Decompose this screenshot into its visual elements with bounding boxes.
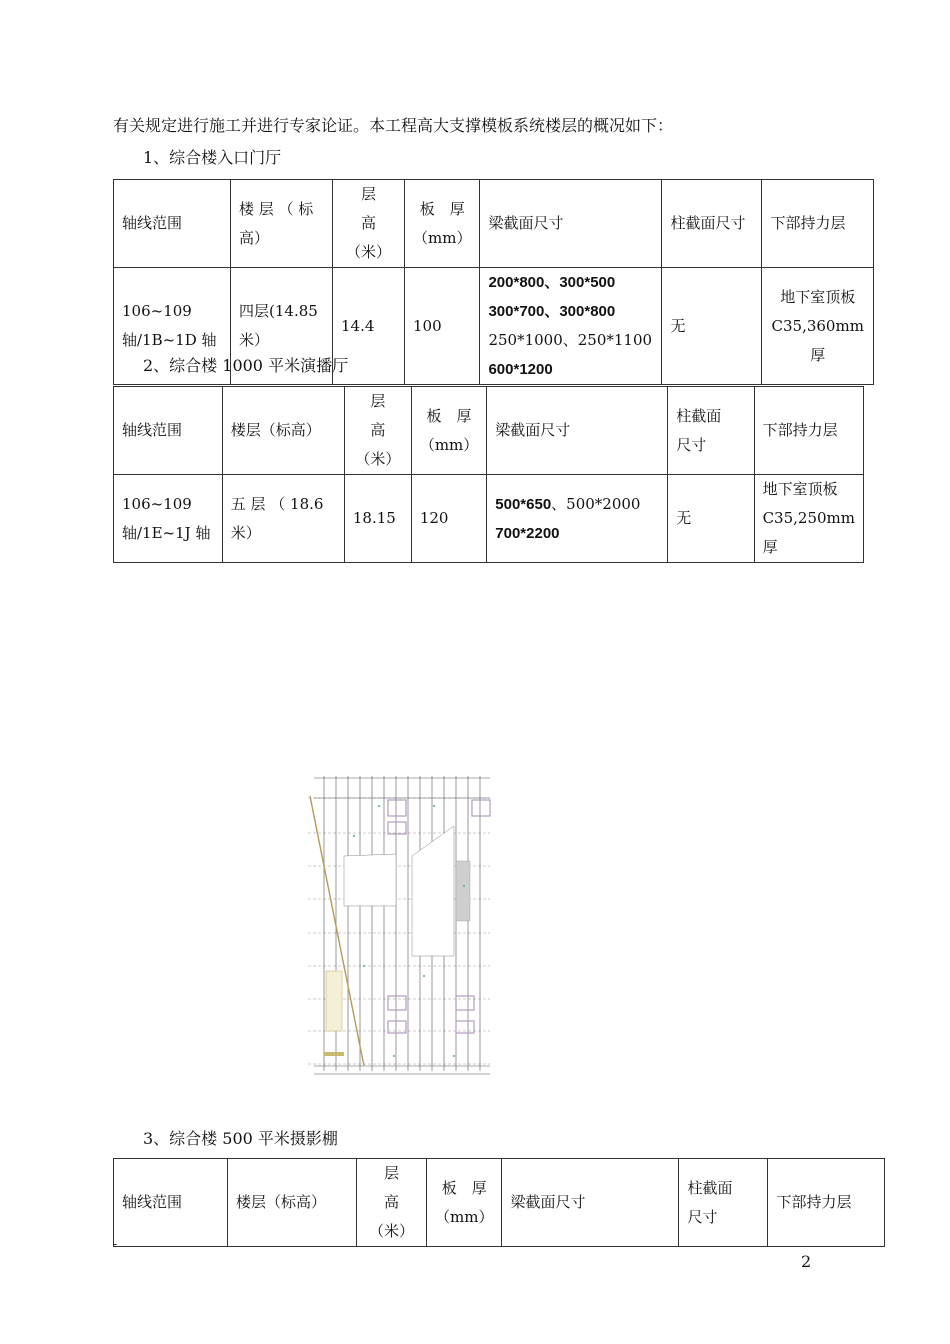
intro-paragraph: 有关规定进行施工并进行专家论证。本工程高大支撑模板系统楼层的概况如下： [113, 116, 674, 135]
cell-beams: 200*800、300*500 300*700、300*800 250*1000、250*1100 600*1200 [480, 268, 662, 385]
header-column: 柱截面 尺寸 [668, 387, 754, 475]
table-photo-studio [113, 1158, 885, 1247]
cell-column: 无 [668, 475, 754, 563]
cell-slab: 100 [405, 268, 480, 385]
floor-plan-drawing [304, 766, 494, 1080]
page-number: 2 [801, 1252, 812, 1271]
header-column: 柱截面 尺寸 [679, 1159, 768, 1247]
header-height: 层 高 （米） [333, 180, 405, 268]
cell-floor: 五 层 （ 18.6 米） [222, 475, 344, 563]
header-beam: 梁截面尺寸 [487, 387, 668, 475]
header-axis: 轴线范围 [114, 1159, 228, 1247]
cell-height: 18.15 [344, 475, 411, 563]
header-height: 层 高 （米） [357, 1159, 427, 1247]
header-column: 柱截面尺寸 [662, 180, 762, 268]
floor-plan-icon [304, 766, 494, 1080]
header-floor: 楼层（标高） [222, 387, 344, 475]
header-beam: 梁截面尺寸 [502, 1159, 679, 1247]
header-slab: 板 厚 （mm） [427, 1159, 502, 1247]
header-floor: 楼 层 （ 标 高） [231, 180, 333, 268]
cell-axis: 106~109 轴/1B~1D 轴 [114, 268, 231, 385]
table-row [114, 475, 864, 563]
header-axis: 轴线范围 [114, 180, 231, 268]
cell-height: 14.4 [333, 268, 405, 385]
header-floor: 楼层（标高） [228, 1159, 357, 1247]
cell-beams: 500*650、500*2000 700*2200 [487, 475, 668, 563]
header-height: 层 高 （米） [344, 387, 411, 475]
cell-floor: 四层(14.85 米） [231, 268, 333, 385]
cell-support: 地下室顶板 C35,250mm 厚 [754, 475, 863, 563]
footer-dash: - [113, 1237, 118, 1251]
header-slab: 板 厚 （mm） [411, 387, 486, 475]
cell-axis: 106~109 轴/1E~1J 轴 [114, 475, 223, 563]
cell-support: 地下室顶板 C35,360mm 厚 [762, 268, 874, 385]
table-studio-hall [113, 386, 864, 563]
cell-column: 无 [662, 268, 762, 385]
section-2-heading: 2、综合楼 1000 平米演播厅 [143, 356, 349, 375]
section-1-heading: 1、综合楼入口门厅 [143, 148, 282, 167]
header-support: 下部持力层 [762, 180, 874, 268]
header-support: 下部持力层 [768, 1159, 885, 1247]
header-axis: 轴线范围 [114, 387, 223, 475]
header-slab: 板 厚 （mm） [405, 180, 480, 268]
header-beam: 梁截面尺寸 [480, 180, 662, 268]
header-support: 下部持力层 [754, 387, 863, 475]
section-3-heading: 3、综合楼 500 平米摄影棚 [143, 1129, 338, 1148]
cell-slab: 120 [411, 475, 486, 563]
